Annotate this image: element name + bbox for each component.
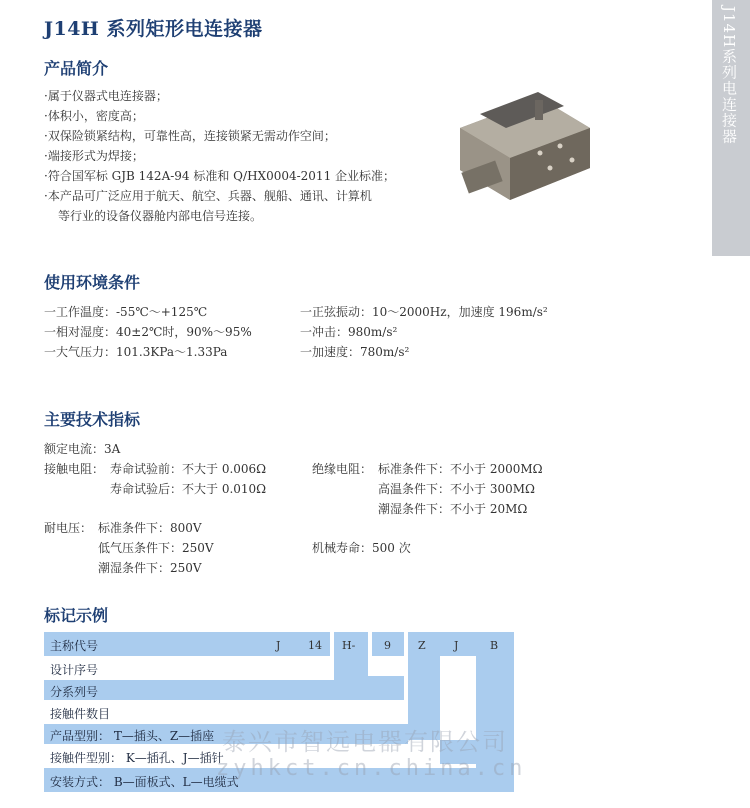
specs-heading: 主要技术指标 bbox=[44, 410, 141, 429]
marking-row: 接触件数目 bbox=[50, 707, 111, 721]
marking-code: 14 bbox=[308, 639, 322, 652]
marking-row: 产品型别： T—插头、Z—插座 bbox=[50, 729, 215, 743]
spec-withstand-std: 标准条件下：800V bbox=[98, 521, 202, 535]
env-item: 一正弦振动：10～2000Hz，加速度 196m/s² bbox=[300, 305, 548, 319]
spec-insulation-damp: 潮湿条件下：不小于 20MΩ bbox=[378, 502, 528, 516]
marking-row: 分系列号 bbox=[50, 685, 99, 699]
marking-heading: 标记示例 bbox=[44, 606, 109, 625]
spec-withstand-low: 低气压条件下：250V bbox=[98, 541, 214, 555]
env-item: 一相对湿度：40±2℃时，90%～95% bbox=[44, 325, 252, 339]
intro-heading: 产品简介 bbox=[44, 59, 109, 78]
spec-withstand-label: 耐电压： bbox=[44, 521, 93, 535]
list-item: ·本产品可广泛应用于航天、航空、兵器、舰船、通讯、计算机 bbox=[44, 189, 372, 203]
watermark-company: 泰兴市智远电器有限公司 bbox=[222, 728, 508, 756]
marking-row: 主称代号 bbox=[50, 639, 99, 653]
spec-current: 额定电流：3A bbox=[44, 442, 121, 456]
env-item: 一大气压力：101.3KPa～1.33Pa bbox=[44, 345, 228, 359]
list-item: ·双保险锁紧结构，可靠性高，连接锁紧无需动作空间； bbox=[44, 129, 336, 143]
list-item: ·符合国军标 GJB 142A-94 标准和 Q/HX0004-2011 企业标准； bbox=[44, 169, 396, 183]
marking-row: 接触件型别： K—插孔、J—插针 bbox=[50, 751, 224, 765]
env-item: 一加速度：780m/s² bbox=[300, 345, 410, 359]
side-tab-label: J14H系列电连接器 bbox=[720, 6, 738, 145]
marking-row: 设计序号 bbox=[50, 663, 99, 677]
marking-code: J bbox=[276, 639, 281, 652]
marking-code: B bbox=[490, 639, 499, 652]
connector-product-image bbox=[440, 88, 600, 208]
page-title: J14H 系列矩形电连接器 bbox=[44, 18, 263, 40]
list-item: 等行业的设备仪器舱内部电信号连接。 bbox=[58, 209, 263, 223]
list-item: ·属于仪器式电连接器； bbox=[44, 89, 168, 103]
intro-list bbox=[44, 86, 395, 226]
env-heading: 使用环境条件 bbox=[44, 273, 141, 292]
marking-code: 9 bbox=[384, 639, 391, 652]
list-item: ·端接形式为焊接； bbox=[44, 149, 144, 163]
spec-insulation-label: 绝缘电阻： bbox=[312, 462, 373, 476]
spec-insulation-hot: 高温条件下：不小于 300MΩ bbox=[378, 482, 535, 496]
spec-insulation-std: 标准条件下：不小于 2000MΩ bbox=[378, 462, 543, 476]
spec-contact-after: 寿命试验后：不大于 0.010Ω bbox=[110, 482, 267, 496]
marking-code: Z bbox=[418, 639, 426, 652]
spec-life: 机械寿命：500 次 bbox=[312, 541, 411, 555]
spec-contact-label: 接触电阻： bbox=[44, 462, 105, 476]
env-item: 一工作温度：-55℃～+125℃ bbox=[44, 305, 208, 319]
list-item: ·体积小，密度高； bbox=[44, 109, 144, 123]
spec-contact-before: 寿命试验前：不大于 0.006Ω bbox=[110, 462, 267, 476]
marking-code: H- bbox=[342, 639, 356, 652]
watermark-url: zyhkct.cn.china.cn bbox=[216, 756, 527, 781]
spec-withstand-damp: 潮湿条件下：250V bbox=[98, 561, 202, 575]
env-item: 一冲击：980m/s² bbox=[300, 325, 398, 339]
marking-row: 安装方式： B—面板式、L—电缆式 bbox=[50, 775, 239, 789]
marking-code: J bbox=[454, 639, 459, 652]
